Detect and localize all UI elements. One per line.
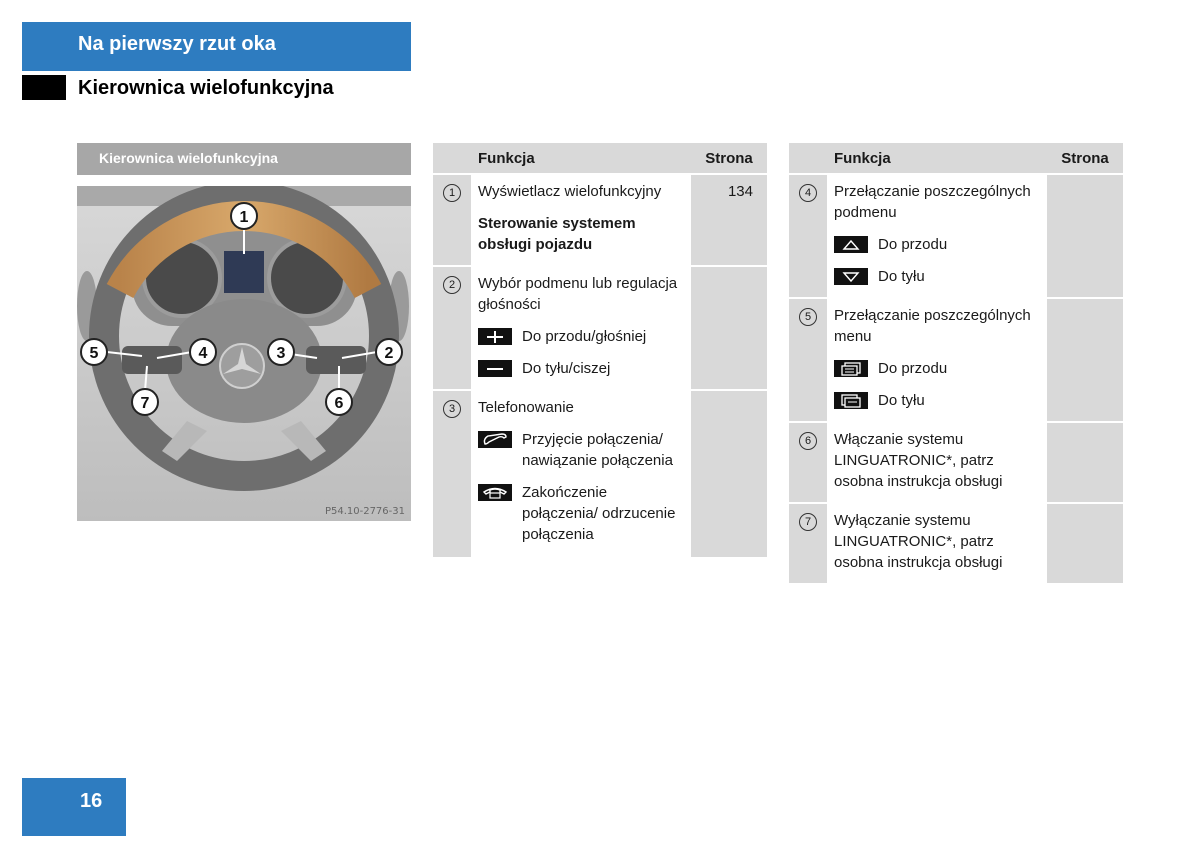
column-header-page: Strona — [691, 143, 767, 174]
option-label: Do tyłu — [878, 268, 925, 285]
figure-code: P54.10-2776-31 — [324, 506, 405, 517]
function-text: Przełączanie poszczególnych menu — [834, 307, 1031, 345]
callout-7 — [132, 389, 158, 415]
function-text: Przełączanie poszczególnych podmenu — [834, 183, 1031, 221]
table-row — [789, 503, 1123, 583]
item-number: 6 — [799, 432, 817, 450]
table-row — [789, 174, 1123, 298]
option-label: Do tyłu — [878, 392, 925, 409]
callout-2 — [376, 339, 402, 365]
option-label: Zakończenie połączenia/ odrzucenie połączenia — [522, 484, 676, 543]
function-text: Wyłączanie systemu LINGUATRONIC*, patrz osobna instrukcja obsługi — [834, 512, 1003, 571]
callout-4-label: 4 — [198, 345, 208, 362]
option-label: Do przodu — [878, 360, 948, 377]
table-row — [433, 266, 767, 390]
function-text: Włączanie systemu LINGUATRONIC*, patrz osobna instrukcja obsługi — [834, 431, 1003, 490]
function-text: Wybór podmenu lub regulacja głośności — [478, 275, 678, 313]
function-table-right — [789, 143, 1123, 583]
page-reference — [1047, 174, 1123, 298]
option-label: Przyjęcie połączenia/ nawiązanie połączenia — [522, 431, 673, 469]
page-reference — [691, 266, 767, 390]
table-header — [789, 143, 1123, 174]
option-row — [478, 429, 684, 471]
callout-3 — [268, 339, 294, 365]
page-reference — [691, 390, 767, 557]
arrow-down-key-icon — [834, 268, 868, 285]
table-row — [789, 422, 1123, 503]
table-row — [789, 298, 1123, 422]
sub-title-marker — [22, 75, 66, 100]
callout-4 — [190, 339, 216, 365]
option-row — [478, 358, 684, 379]
function-text: Telefonowanie — [478, 399, 574, 416]
item-number: 7 — [799, 513, 817, 531]
option-row — [478, 326, 684, 347]
section-title: Na pierwszy rzut oka — [78, 33, 276, 55]
callout-6-label: 6 — [334, 395, 344, 412]
steering-wheel-photo — [77, 186, 411, 521]
steering-wheel-illustration — [77, 186, 411, 521]
callout-2-label: 2 — [384, 345, 394, 362]
callout-1-label: 1 — [239, 209, 249, 226]
option-label: Do przodu/głośniej — [522, 328, 647, 345]
option-row — [834, 266, 1040, 287]
option-row — [834, 234, 1040, 255]
menu-back-key-icon — [834, 392, 868, 409]
item-number: 5 — [799, 308, 817, 326]
page-number-box — [22, 778, 126, 836]
arrow-up-key-icon — [834, 236, 868, 253]
column-header-function: Funkcja — [827, 143, 1047, 174]
table-row — [433, 174, 767, 266]
callout-5-label: 5 — [89, 345, 99, 362]
page-sub-title: Kierownica wielofunkcyjna — [78, 77, 334, 99]
column-header-function: Funkcja — [471, 143, 691, 174]
phone-answer-key-icon — [478, 431, 512, 448]
callout-1 — [231, 203, 257, 229]
item-number: 3 — [443, 400, 461, 418]
item-number: 4 — [799, 184, 817, 202]
column-header-page: Strona — [1047, 143, 1123, 174]
figure-caption: Kierownica wielofunkcyjna — [77, 143, 411, 175]
page-reference — [1047, 422, 1123, 503]
option-row — [834, 390, 1040, 411]
function-subheading: Sterowanie systemem obsługi pojazdu — [478, 215, 636, 253]
function-table-left — [433, 143, 767, 557]
page-number: 16 — [80, 790, 103, 812]
callout-7-label: 7 — [140, 395, 150, 412]
menu-forward-key-icon — [834, 360, 868, 377]
callout-3-label: 3 — [276, 345, 286, 362]
table-row — [433, 390, 767, 557]
callout-6 — [326, 389, 352, 415]
option-row — [478, 482, 684, 545]
callout-5 — [81, 339, 107, 365]
table-header — [433, 143, 767, 174]
item-number: 2 — [443, 276, 461, 294]
page-reference: 134 — [691, 174, 767, 266]
phone-hangup-key-icon — [478, 484, 512, 501]
option-row — [834, 358, 1040, 379]
option-label: Do przodu — [878, 236, 948, 253]
page-reference — [1047, 298, 1123, 422]
item-number: 1 — [443, 184, 461, 202]
minus-key-icon — [478, 360, 512, 377]
option-label: Do tyłu/ciszej — [522, 360, 611, 377]
function-text: Wyświetlacz wielofunkcyjny — [478, 183, 662, 200]
page-reference — [1047, 503, 1123, 583]
plus-key-icon — [478, 328, 512, 345]
